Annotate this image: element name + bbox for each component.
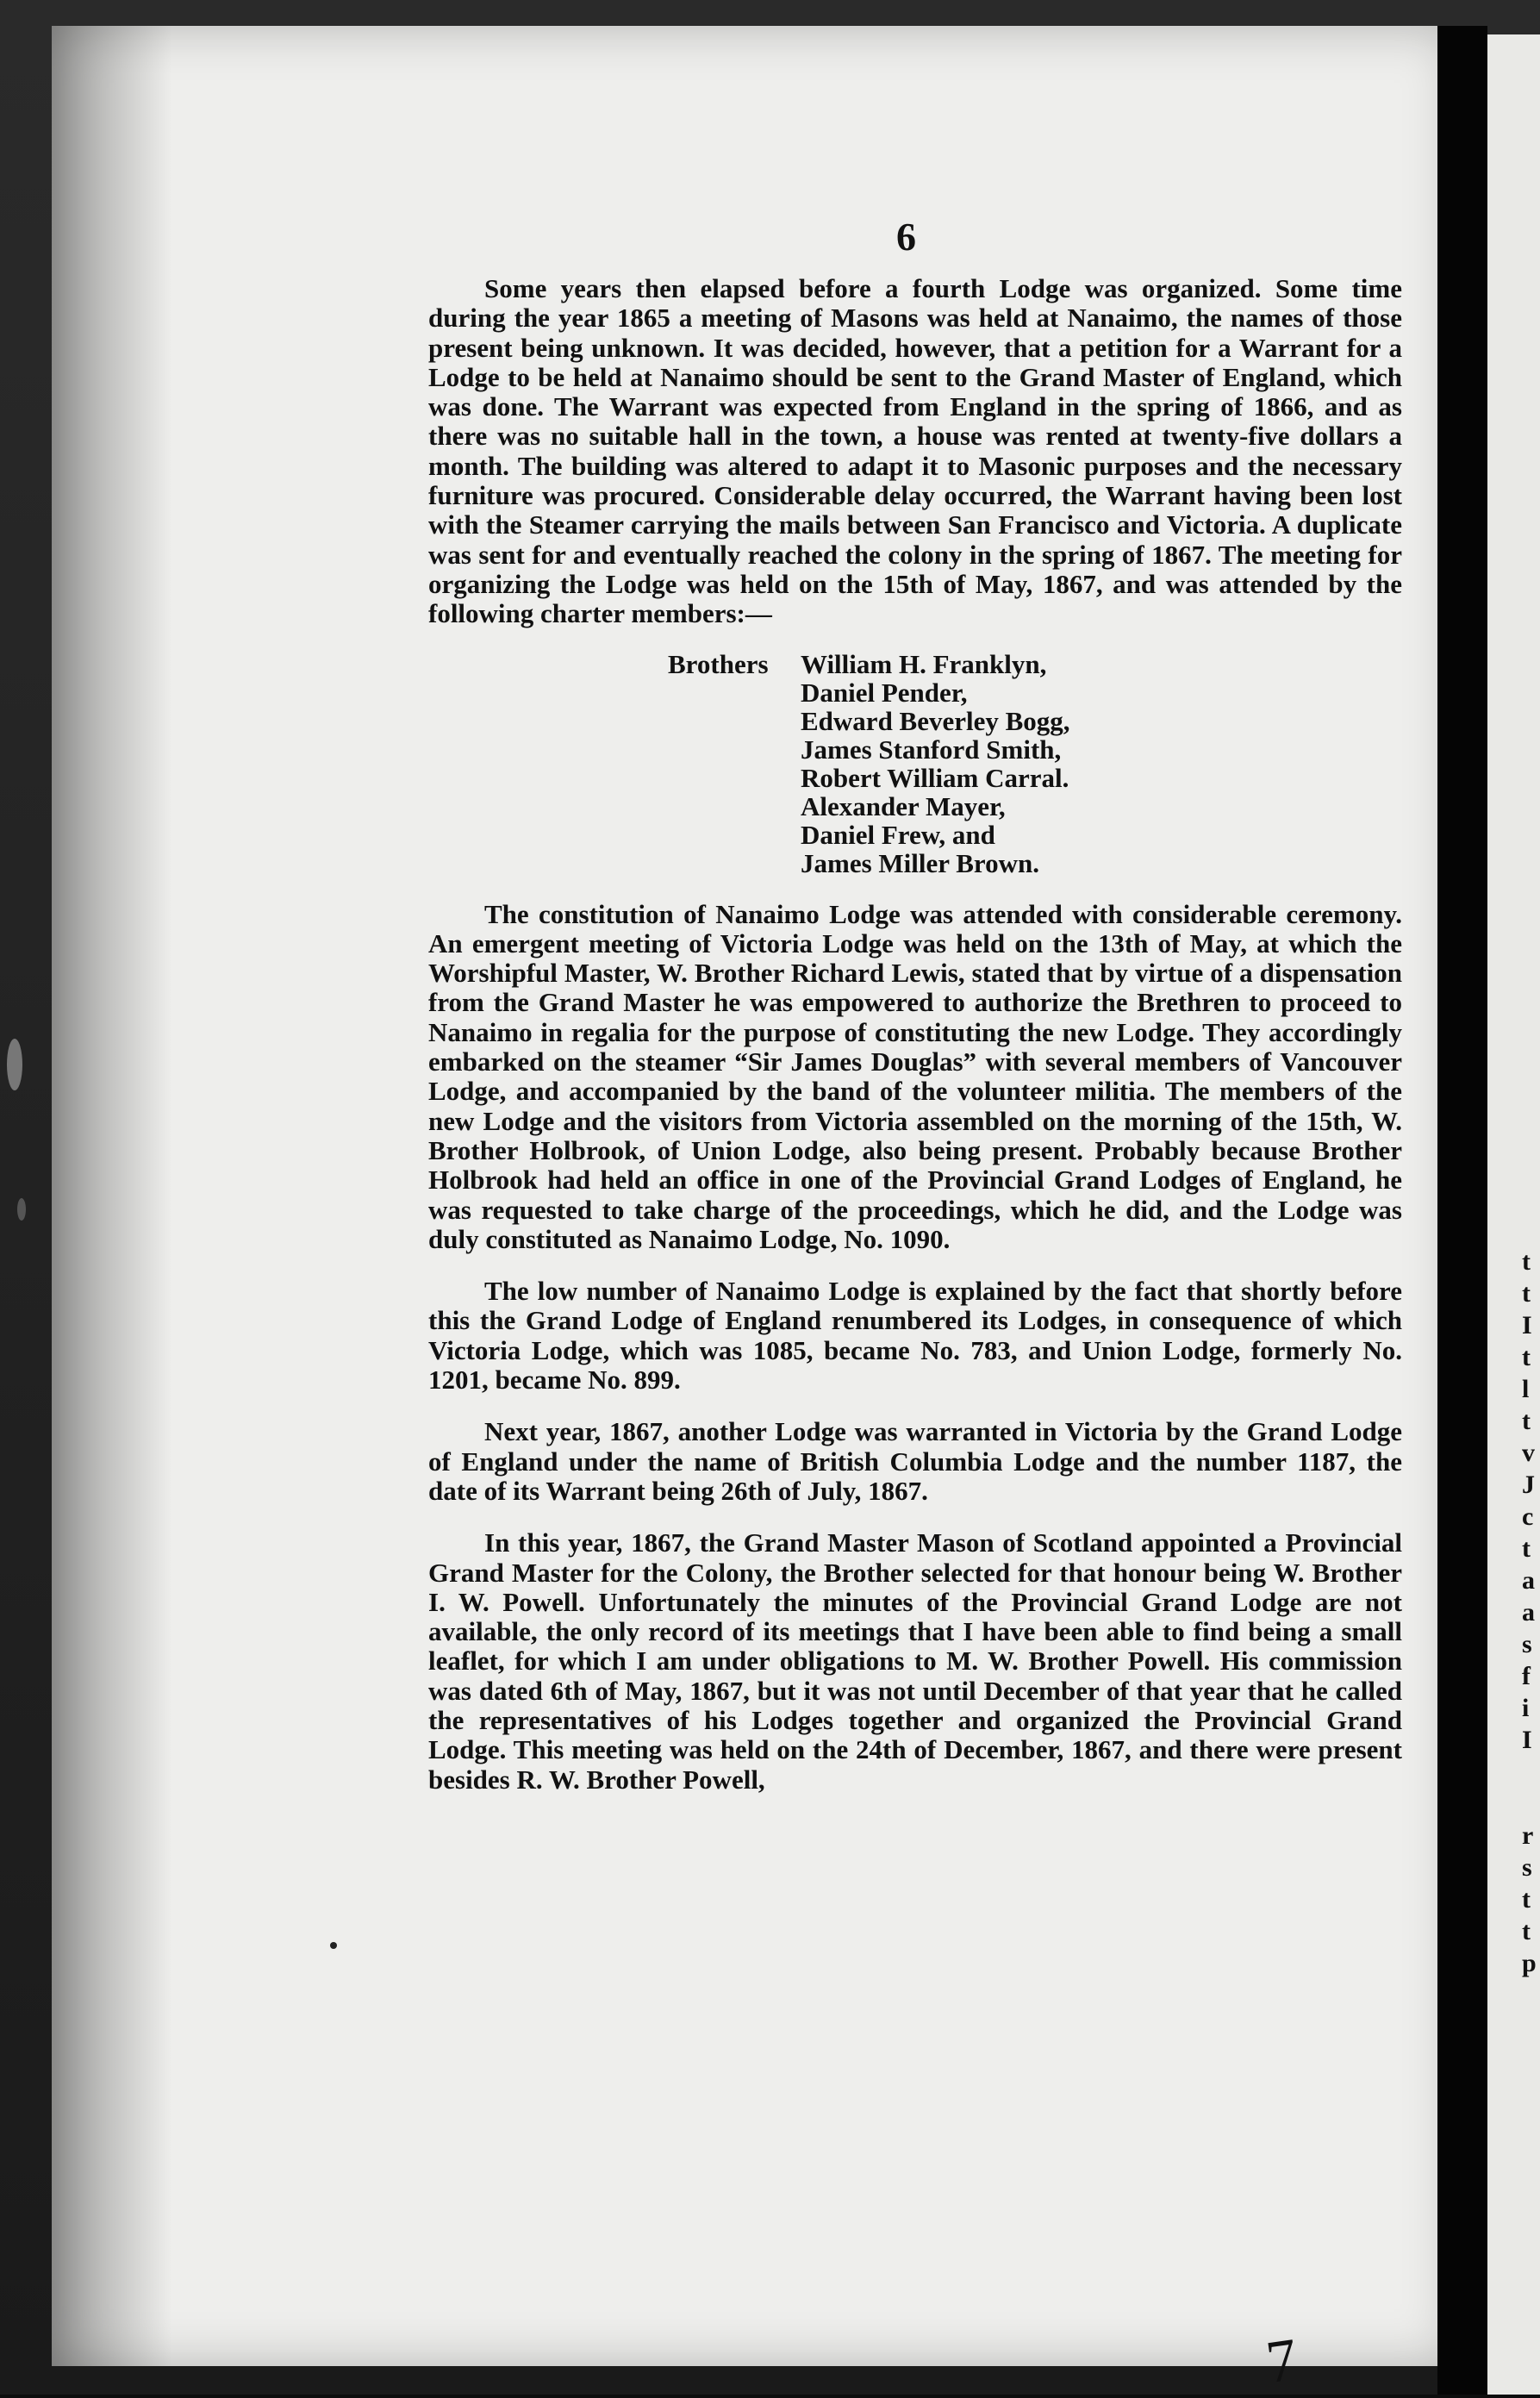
charter-members-intro: Brothers [668,648,769,679]
scan-smudge [7,1039,22,1090]
list-item [668,678,1402,707]
member-name: Daniel Frew, and [801,819,995,850]
paragraph-fourth-lodge: Some years then elapsed before a fourth Lodge was organized. Some time during the year 1865 a meeting of Masons was held at Nanaimo, the names of those present being unknown. It was decided, however, that a petition for a Warrant for a Lodge to be held at Nanaimo should be sent to the Grand Master of England, which was done. The Warrant was expected from England in the spring of 1866, and as there was no suitable hall in the town, a house was rented at twenty-five dollars a month. The building was altered to adapt it to Masonic purposes and the necessary furniture was procured. Considerable delay occurred, the Warrant having been lost with the Steamer carrying the mails between San Francisco and Victoria. A duplicate was sent for and eventually reached the colony in the spring of 1867. The meeting for organizing the Lodge was held on the 15th of May, 1867, and was attended by the following charter members:— [428,273,1402,629]
list-item [668,735,1402,764]
page-shadow [52,26,172,2366]
paragraph-provincial-grand-master: In this year, 1867, the Grand Master Mason of Scotland appointed a Provincial Grand Master for the Colony, the Brother selected for that honour being W. Brother I. W. Powell. Unfortunately the minutes of the Provincial Grand Lodge are not available, the only record of its meetings that I have been able to find being a small leaflet, for which I am under obligations to M. W. Brother Powell. His commission was dated 6th of May, 1867, but it was not until December of that year that he called the representatives of his Lodges together and organized the Provincial Grand Lodge. This meeting was held on the 24th of December, 1867, and there were present besides R. W. Brother Powell, [428,1527,1402,1795]
member-name: James Miller Brown. [801,847,1039,878]
adjacent-page-text-fragment: t t I t l t v J c t a a s f i I r s t t p [1522,1247,1537,1977]
scan-dot [330,1942,337,1949]
charter-members-list [668,650,1402,877]
book-gutter [1437,26,1487,2395]
list-item [668,764,1402,792]
list-item [668,707,1402,735]
paragraph-constitution-ceremony: The constitution of Nanaimo Lodge was attended with considerable ceremony. An emergent meeting of Victoria Lodge was held on the 13th of May, at which the Worshipful Master, W. Brother Richard Lewis, stated that by virtue of a dispensation from the Grand Master he was empowered to authorize the Brethren to proceed to Nanaimo in regalia for the purpose of constituting the new Lodge. They accordingly embarked on the steamer “Sir James Douglas” with several members of Vancouver Lodge, and accompanied by the band of the volunteer militia. The members of the new Lodge and the visitors from Victoria assembled on the morning of the 15th, W. Brother Holbrook, of Union Lodge, also being present. Probably because Brother Holbrook had held an office in one of the Provincial Grand Lodges of England, he was requested to take charge of the proceedings, which he did, and the Lodge was duly constituted as Nanaimo Lodge, No. 1090. [428,898,1402,1254]
member-name: William H. Franklyn, [801,648,1047,679]
list-item [668,650,1402,678]
page-number: 6 [896,215,916,259]
scan-smudge [17,1198,26,1221]
member-name: Alexander Mayer, [801,790,1006,821]
member-name: Edward Beverley Bogg, [801,705,1070,736]
paragraph-british-columbia-lodge: Next year, 1867, another Lodge was warranted in Victoria by the Grand Lodge of England under the name of British Columbia Lodge and the number 1187, the date of its Warrant being 26th of July, 1867. [428,1416,1402,1506]
list-item [668,792,1402,821]
member-name: James Stanford Smith, [801,734,1062,765]
handwritten-mark: 7 [1262,2326,1302,2397]
list-item [668,821,1402,849]
list-item [668,849,1402,877]
page-body [428,274,1402,1795]
member-name: Daniel Pender, [801,677,968,708]
adjacent-page [1487,34,1540,2395]
paragraph-lodge-numbering: The low number of Nanaimo Lodge is explained by the fact that shortly before this the Grand Lodge of England renumbered its Lodges, in consequence of which Victoria Lodge, which was 1085, became No. 783, and Union Lodge, formerly No. 1201, became No. 899. [428,1276,1402,1396]
member-name: Robert William Carral. [801,762,1069,793]
